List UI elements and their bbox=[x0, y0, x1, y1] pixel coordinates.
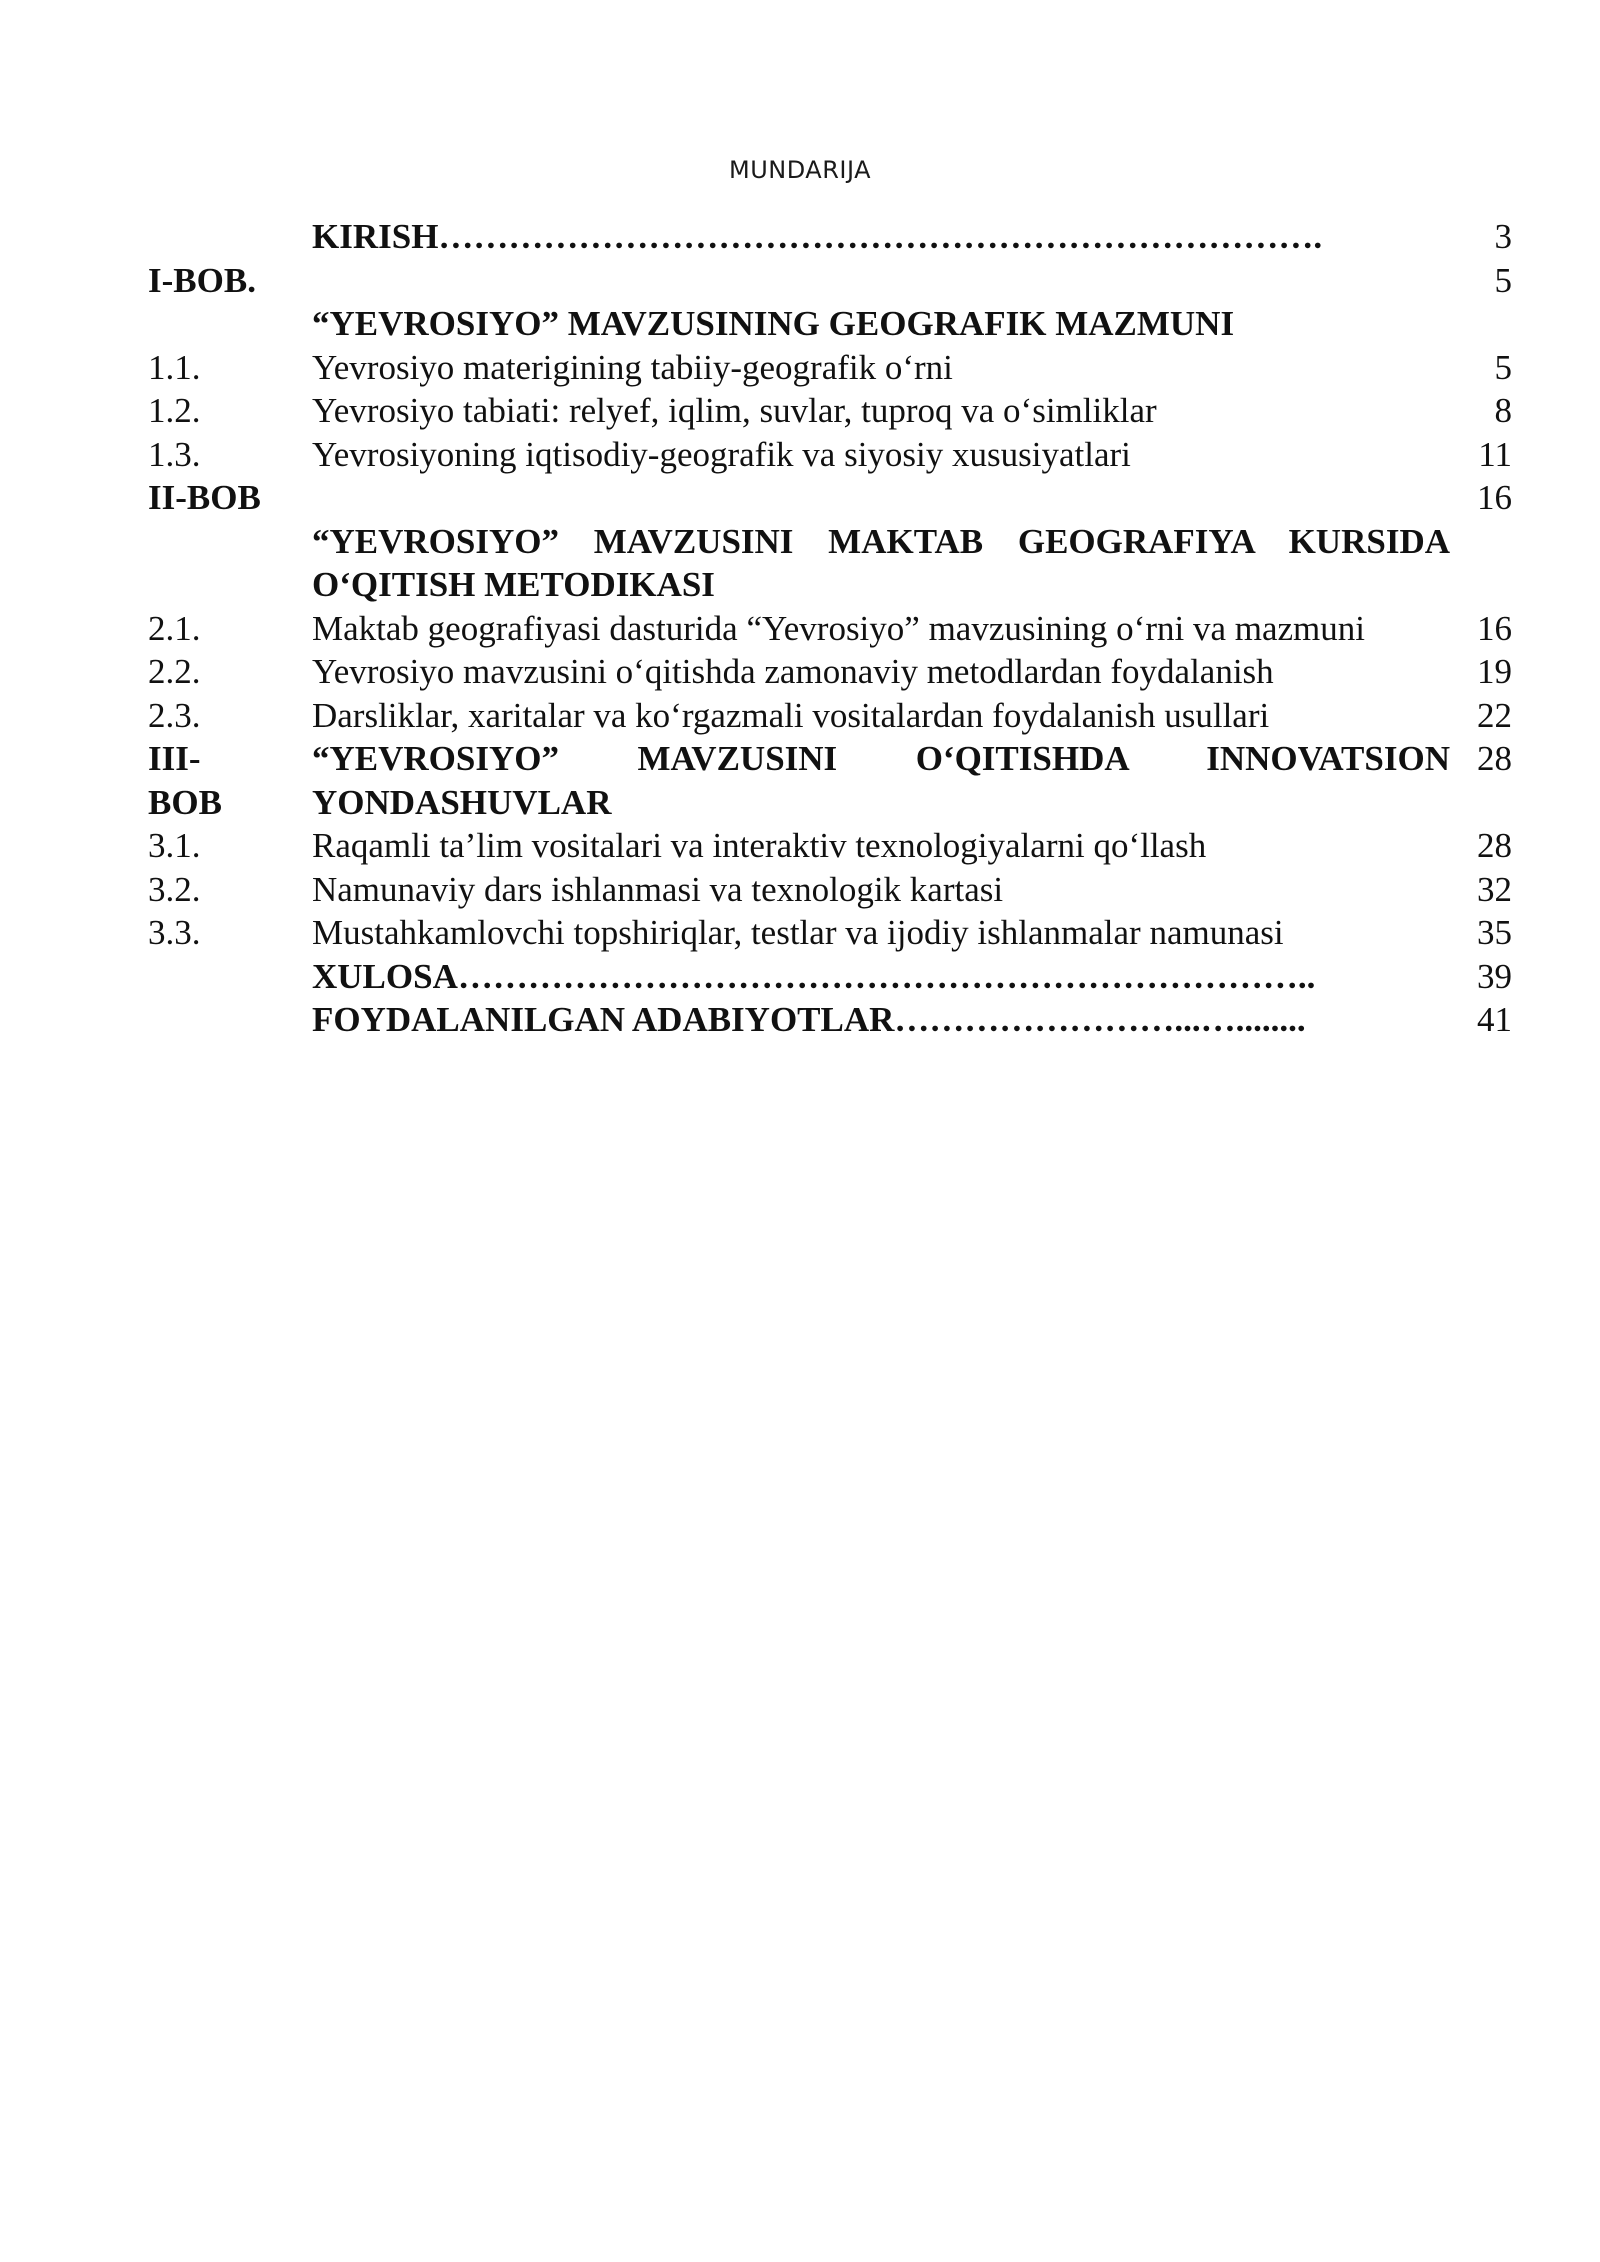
toc-entry-number: 1.2. bbox=[148, 391, 201, 430]
toc-entry-page: 39 bbox=[1477, 956, 1512, 996]
toc-entry-1-2[interactable] bbox=[148, 389, 1520, 433]
toc-entry-chapter-3[interactable] bbox=[148, 737, 1520, 824]
toc-entry-title: Yevrosiyoning iqtisodiy-geografik va siyosiy xususiyatlari bbox=[312, 434, 1131, 474]
toc-entry-page: 19 bbox=[1477, 652, 1512, 691]
toc-chapter-number bbox=[148, 737, 312, 824]
toc-entry-page: 35 bbox=[1477, 913, 1512, 952]
toc-entry-page: 41 bbox=[1477, 1000, 1512, 1039]
toc-entry-number: 3.3. bbox=[148, 913, 201, 952]
table-of-contents bbox=[148, 215, 1520, 1042]
toc-chapter-title: “YEVROSIYO” MAVZUSINING GEOGRAFIK MAZMUNI bbox=[312, 304, 1235, 343]
toc-entry-page: 5 bbox=[1494, 347, 1512, 387]
toc-entry-title: Yevrosiyo tabiati: relyef, iqlim, suvlar, tuproq va o‘simliklar bbox=[312, 391, 1157, 430]
toc-entry-number: 1.3. bbox=[148, 434, 201, 474]
page-title: MUNDARIJA bbox=[728, 156, 872, 184]
toc-entry-title: Raqamli ta’lim vositalari va interaktiv texnologiyalarni qo‘llash bbox=[312, 826, 1207, 865]
toc-entry-page: 28 bbox=[1477, 826, 1512, 865]
toc-entry-chapter-1[interactable] bbox=[148, 259, 1520, 303]
toc-entry-1-3[interactable] bbox=[148, 433, 1520, 477]
toc-entry-title: Yevrosiyo mavzusini o‘qitishda zamonaviy metodlardan foydalanish bbox=[312, 652, 1274, 691]
toc-entry-page: 28 bbox=[1477, 739, 1512, 778]
toc-entry-number: 2.2. bbox=[148, 652, 201, 691]
toc-entry-title: Darsliklar, xaritalar va ko‘rgazmali vositalardan foydalanish usullari bbox=[312, 695, 1270, 735]
toc-entry-title: Mustahkamlovchi topshiriqlar, testlar va ijodiy ishlanmalar namunasi bbox=[312, 913, 1284, 952]
toc-chapter-title: “YEVROSIYO” MAVZUSINI MAKTAB GEOGRAFIYA KURSIDA O‘QITISH METODIKASI bbox=[312, 521, 1450, 604]
toc-entry-2-3[interactable] bbox=[148, 694, 1520, 738]
toc-entry-page: 11 bbox=[1478, 434, 1512, 474]
toc-entry-1-1[interactable] bbox=[148, 346, 1520, 390]
toc-entry-page: 22 bbox=[1477, 695, 1512, 735]
toc-entry-title: Maktab geografiyasi dasturida “Yevrosiyo” mavzusining o‘rni va mazmuni bbox=[312, 608, 1365, 648]
toc-entry-number: 3.2. bbox=[148, 869, 201, 909]
toc-chapter-number-line-1: III- bbox=[148, 739, 201, 778]
toc-entry-2-1[interactable] bbox=[148, 607, 1520, 651]
toc-entry-chapter-2[interactable] bbox=[148, 476, 1520, 520]
toc-chapter-1-title bbox=[148, 302, 1520, 346]
toc-entry-xulosa[interactable] bbox=[148, 955, 1520, 999]
toc-entry-title: XULOSA……………………………………………………………….. bbox=[312, 956, 1316, 996]
toc-entry-adabiyotlar[interactable] bbox=[148, 998, 1520, 1042]
toc-entry-page: 5 bbox=[1494, 260, 1512, 300]
toc-entry-3-3[interactable] bbox=[148, 911, 1520, 955]
toc-chapter-number-line-2: BOB bbox=[148, 782, 222, 822]
toc-chapter-title: “YEVROSIYO” MAVZUSINI O‘QITISHDA INNOVATSION YONDASHUVLAR bbox=[312, 739, 1450, 822]
toc-entry-page: 3 bbox=[1494, 217, 1512, 256]
toc-entry-page: 32 bbox=[1477, 869, 1512, 909]
toc-entry-page: 16 bbox=[1477, 608, 1512, 648]
toc-entry-3-2[interactable] bbox=[148, 868, 1520, 912]
toc-entry-title: Yevrosiyo materigining tabiiy-geografik o‘rni bbox=[312, 347, 953, 387]
toc-entry-kirish[interactable] bbox=[148, 215, 1520, 259]
toc-entry-number: 3.1. bbox=[148, 826, 201, 865]
toc-chapter-2-title bbox=[148, 520, 1520, 607]
toc-entry-title: Namunaviy dars ishlanmasi va texnologik kartasi bbox=[312, 869, 1004, 909]
toc-chapter-number: II-BOB bbox=[148, 478, 261, 517]
toc-entry-number: 2.3. bbox=[148, 695, 201, 735]
toc-entry-title: FOYDALANILGAN ADABIYOTLAR……………………...…........ bbox=[312, 1000, 1306, 1039]
toc-entry-page: 16 bbox=[1477, 478, 1512, 517]
toc-entry-page: 8 bbox=[1494, 391, 1512, 430]
toc-entry-number: 1.1. bbox=[148, 347, 201, 387]
toc-entry-3-1[interactable] bbox=[148, 824, 1520, 868]
toc-chapter-number: I-BOB. bbox=[148, 260, 256, 300]
toc-entry-2-2[interactable] bbox=[148, 650, 1520, 694]
toc-entry-title: KIRISH…………………………………………………………………. bbox=[312, 217, 1323, 256]
toc-entry-number: 2.1. bbox=[148, 608, 201, 648]
